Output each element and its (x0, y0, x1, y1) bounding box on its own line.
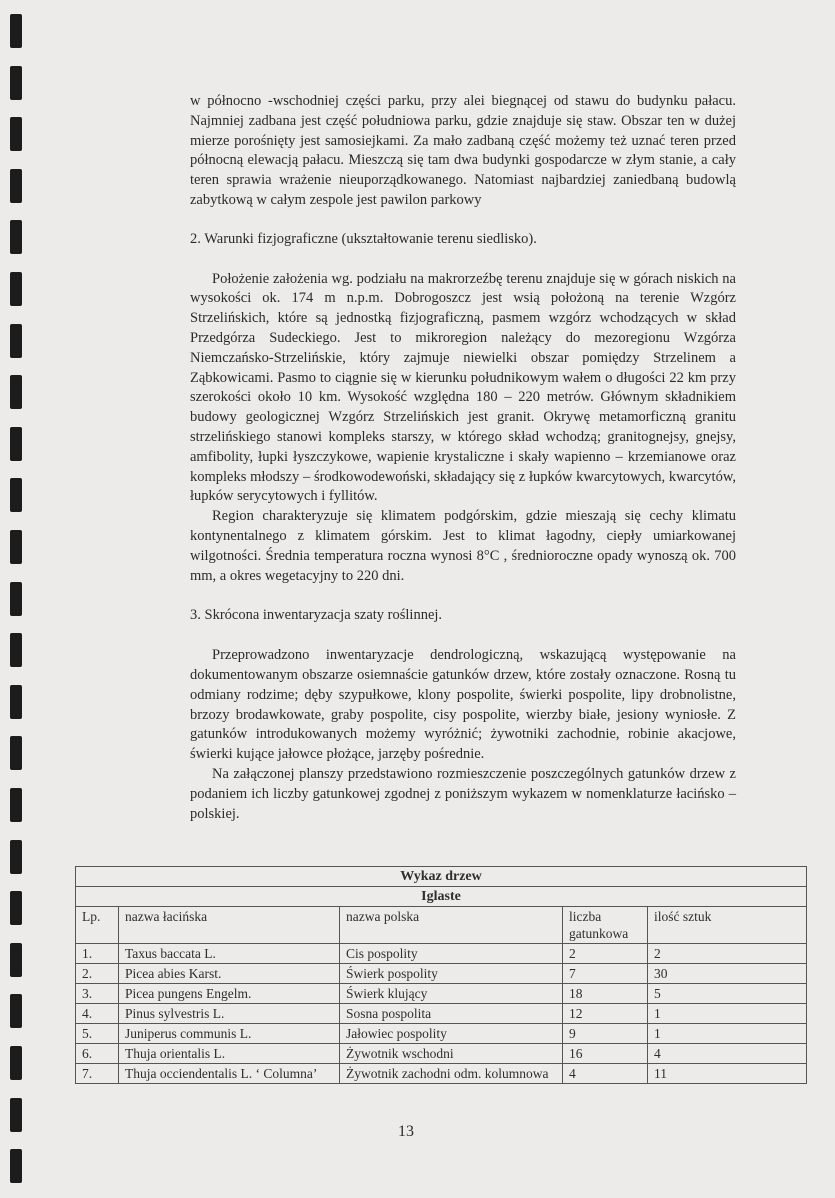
table-row (76, 1064, 807, 1084)
header-lp: Lp. (76, 907, 119, 944)
binding-ring (10, 994, 22, 1028)
binding-ring (10, 840, 22, 874)
cell-polish-name: Żywotnik wschodni (340, 1044, 563, 1064)
binding-ring (10, 117, 22, 151)
table-row (76, 964, 807, 984)
table-row (76, 1004, 807, 1024)
page-text (190, 92, 736, 824)
cell-polish-name: Świerk klujący (340, 984, 563, 1004)
cell-quantity: 30 (648, 964, 807, 984)
cell-lp: 4. (76, 1004, 119, 1024)
cell-species-count: 18 (563, 984, 648, 1004)
header-quantity: ilość sztuk (648, 907, 807, 944)
binding-ring (10, 891, 22, 925)
cell-latin-name: Picea abies Karst. (119, 964, 340, 984)
header-latin-name: nazwa łacińska (119, 907, 340, 944)
paragraph-park-condition: w północno -wschodniej części parku, przy alei biegnącej od stawu do budynku pałacu. Najmniej zadbana jest część południowa parku, gdzie znajduje się staw. Obszar ten w dużej mierze porośnięty jest samosiejkami. Za mało zadbaną część możemy też uznać teren przed północną elewacją pałacu. Mieszczą się tam dwa budynki gospodarcze w złym stanie, a cały teren sprawia wrażenie nieuporządkowanego. Natomiast najbardziej zaniedbaną budowlą zabytkową w całym zespole jest pawilon parkowy (190, 93, 736, 208)
section-heading-3: 3. Skrócona inwentaryzacja szaty roślinnej. (190, 607, 443, 624)
cell-lp: 1. (76, 944, 119, 964)
section-heading-2: 2. Warunki fizjograficzne (ukształtowanie terenu siedlisko). (190, 230, 537, 247)
page-number: 13 (398, 1123, 414, 1140)
cell-latin-name: Pinus sylvestris L. (119, 1004, 340, 1024)
cell-latin-name: Picea pungens Engelm. (119, 984, 340, 1004)
cell-latin-name: Juniperus communis L. (119, 1024, 340, 1044)
cell-species-count: 7 (563, 964, 648, 984)
binding-ring (10, 478, 22, 512)
cell-polish-name: Jałowiec pospolity (340, 1024, 563, 1044)
header-polish-name: nazwa polska (340, 907, 563, 944)
cell-polish-name: Żywotnik zachodni odm. kolumnowa (340, 1064, 563, 1084)
binding-ring (10, 943, 22, 977)
cell-quantity: 1 (648, 1024, 807, 1044)
cell-polish-name: Świerk pospolity (340, 964, 563, 984)
cell-latin-name: Taxus baccata L. (119, 944, 340, 964)
cell-quantity: 4 (648, 1044, 807, 1064)
cell-species-count: 9 (563, 1024, 648, 1044)
binding-ring (10, 375, 22, 409)
paragraph-plan-note: Na załączonej planszy przedstawiono rozmieszczenie poszczególnych gatunków drzew z podaniem ich liczby gatunkowej zgodnej z poniższym wykazem w nomenklaturze łacińsko – polskiej. (190, 765, 736, 822)
paragraph-climate: Region charakteryzuje się klimatem podgórskim, gdzie mieszają się cechy klimatu kontynentalnego z klimatem górskim. Jest to klimat łagodny, ciepły umiarkowanej wilgotności. Średnia temperatura roczna wynosi 8°C , średnioroczne opady wynoszą ok. 700 mm, a okres wegetacyjny to 220 dni. (190, 508, 736, 584)
binding-ring (10, 220, 22, 254)
cell-lp: 7. (76, 1064, 119, 1084)
tree-list-table (75, 866, 807, 1084)
cell-species-count: 16 (563, 1044, 648, 1064)
binding-ring (10, 736, 22, 770)
table-row (76, 1024, 807, 1044)
table-row (76, 984, 807, 1004)
cell-quantity: 5 (648, 984, 807, 1004)
spiral-binding (0, 0, 34, 1198)
binding-ring (10, 530, 22, 564)
paragraph-inventory: Przeprowadzono inwentaryzacje dendrologiczną, wskazującą występowanie na dokumentowanym obszarze osiemnaście gatunków drzew, które zostały oznaczone. Rosną tu odmiany rodzime; dęby szypułkowe, klony pospolite, świerki pospolite, lipy drobnolistne, brzozy brodawkowate, graby pospolite, cisy pospolite, wierzby białe, jesiony wyniosłe. Z gatunków introdukowanych możemy wyróżnić; żywotniki zachodnie, robinie akacjowe, świerki kujące jałowce płożące, jarzęby pośrednie. (190, 647, 736, 763)
cell-species-count: 2 (563, 944, 648, 964)
binding-ring (10, 1046, 22, 1080)
binding-ring (10, 582, 22, 616)
table-row (76, 944, 807, 964)
cell-polish-name: Cis pospolity (340, 944, 563, 964)
table-title: Wykaz drzew (76, 867, 807, 887)
header-species-count: liczba gatunkowa (563, 907, 648, 944)
cell-lp: 3. (76, 984, 119, 1004)
cell-lp: 5. (76, 1024, 119, 1044)
cell-species-count: 12 (563, 1004, 648, 1024)
binding-ring (10, 66, 22, 100)
cell-quantity: 2 (648, 944, 807, 964)
table-row (76, 1044, 807, 1064)
binding-ring (10, 1098, 22, 1132)
cell-latin-name: Thuja orientalis L. (119, 1044, 340, 1064)
binding-ring (10, 272, 22, 306)
table-header-row (76, 907, 807, 944)
cell-latin-name: Thuja occiendentalis L. ‘ Columna’ (119, 1064, 340, 1084)
cell-species-count: 4 (563, 1064, 648, 1084)
binding-ring (10, 1149, 22, 1183)
binding-ring (10, 169, 22, 203)
cell-quantity: 11 (648, 1064, 807, 1084)
binding-ring (10, 324, 22, 358)
binding-ring (10, 788, 22, 822)
table-subtitle: Iglaste (76, 887, 807, 907)
binding-ring (10, 14, 22, 48)
cell-lp: 2. (76, 964, 119, 984)
cell-quantity: 1 (648, 1004, 807, 1024)
binding-ring (10, 633, 22, 667)
paragraph-location: Położenie założenia wg. podziału na makrorzeźbę terenu znajduje się w górach niskich na wysokości ok. 174 m n.p.m. Dobrogoszcz jest wsią położoną na terenie Wzgórz Strzelińskich, które są jednostką fizjograficzną, pasmem wzgórz wchodzących w skład Przedgórza Sudeckiego. Jest to mikroregion należący do mezoregionu Wzgórza Niemczańsko-Strzelińskie, który zajmuje niewielki obszar pomiędzy Strzelinem a Ząbkowicami. Pasmo to ciągnie się w kierunku południkowym wałem o długości 22 km przy szerokości około 10 km. Wysokość względna 180 – 220 metrów. Głównym składnikiem budowy geologicznej Wzgórz Strzelińskich jest granit. Okrywę metamorficzną granitu strzelińskiego stanowi kompleks starszy, w którego skład wchodzą; granitognejsy, gnejsy, amfibolity, łupki łyszczykowe, wapienie krystaliczne i skały wapienno – krzemianowe oraz kompleks młodszy – środkowodewoński, składający się z łupków kwarcytowych, kwarcytów, łupków serycytowych i fyllitów. (190, 270, 736, 505)
cell-polish-name: Sosna pospolita (340, 1004, 563, 1024)
binding-ring (10, 685, 22, 719)
cell-lp: 6. (76, 1044, 119, 1064)
binding-ring (10, 427, 22, 461)
